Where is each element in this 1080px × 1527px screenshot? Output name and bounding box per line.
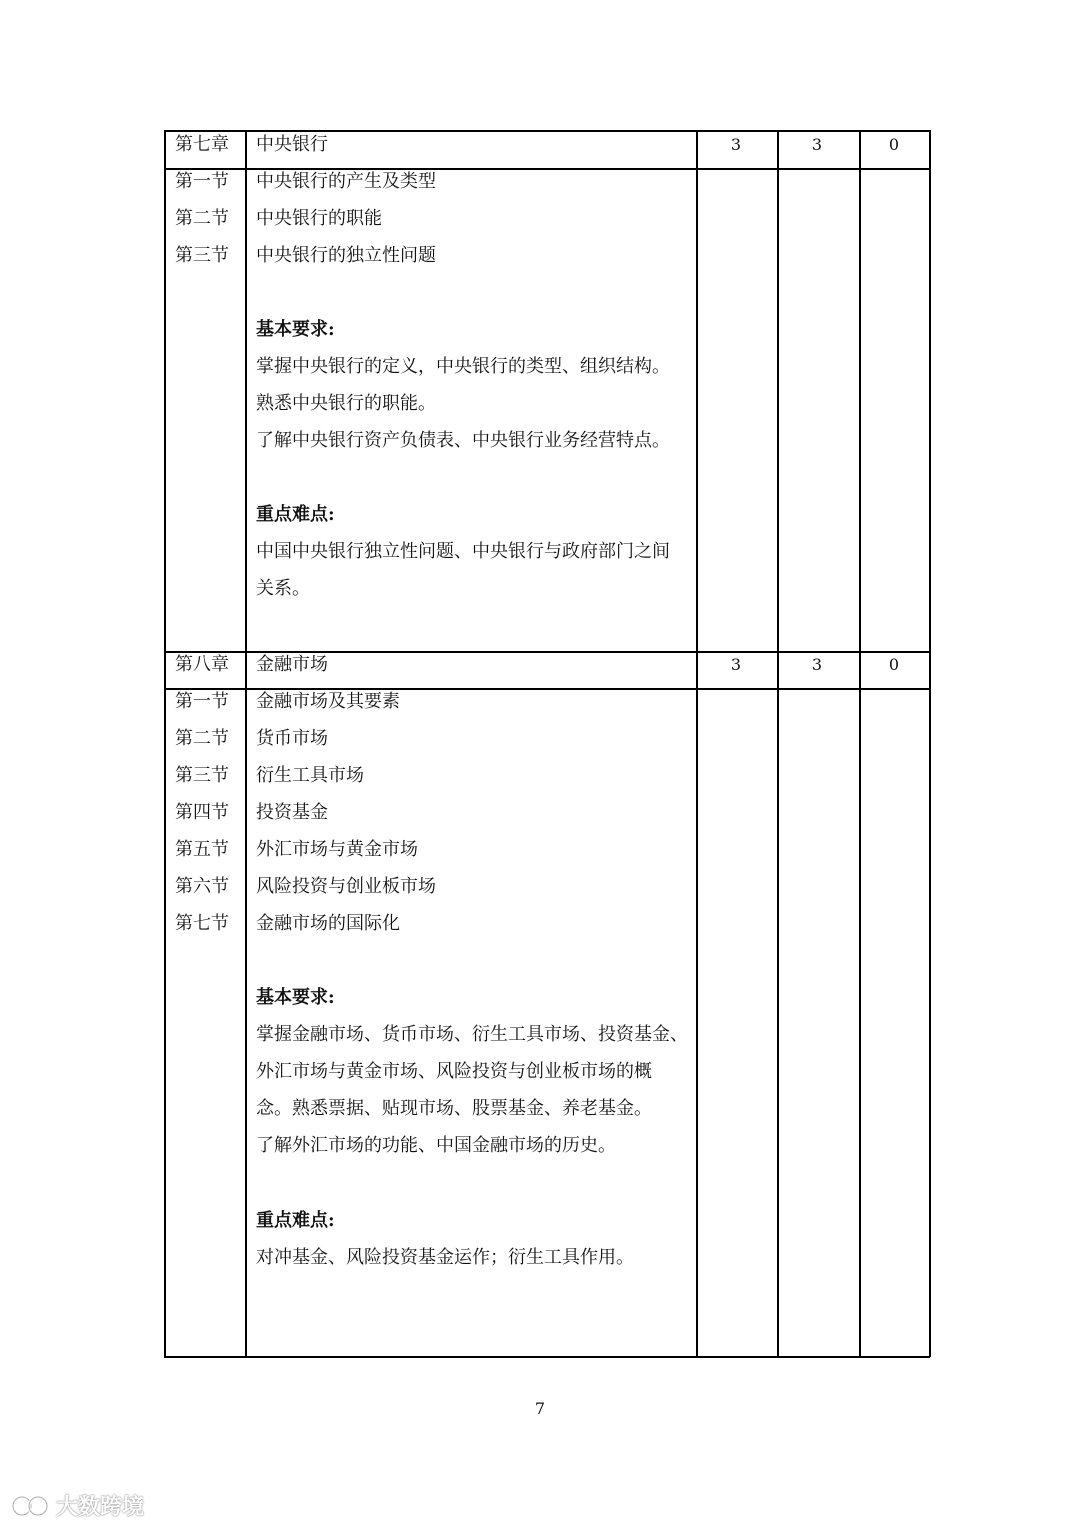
ch7-keypoint-line-2: 关系。 — [256, 578, 310, 599]
ch7-section-1-title: 中央银行的产生及类型 — [256, 171, 436, 192]
ch7-requirement-line-2: 熟悉中央银行的职能。 — [256, 393, 436, 414]
ch7-requirement-line-3: 了解中央银行资产负债表、中央银行业务经营特点。 — [256, 430, 670, 451]
ch7-requirements-heading: 基本要求: — [256, 319, 335, 340]
watermark — [10, 1490, 144, 1521]
chapter8-label: 第八章 — [175, 654, 229, 675]
ch8-section-1-label: 第一节 — [175, 691, 229, 712]
ch7-keypoints-heading: 重点难点: — [256, 504, 335, 525]
ch8-section-1-title: 金融市场及其要素 — [256, 691, 400, 712]
ch8-section-5-label: 第五节 — [175, 839, 229, 860]
ch8-section-2-title: 货币市场 — [256, 728, 328, 749]
ch8-section-5-title: 外汇市场与黄金市场 — [256, 839, 418, 860]
chapter7-title: 中央银行 — [256, 134, 328, 155]
ch8-section-6-title: 风险投资与创业板市场 — [256, 876, 436, 897]
table-border-bottom — [164, 1356, 930, 1358]
ch8-requirement-line-4: 了解外汇市场的功能、中国金融市场的历史。 — [256, 1135, 616, 1156]
ch8-section-6-label: 第六节 — [175, 876, 229, 897]
ch7-section-2-label: 第二节 — [175, 208, 229, 229]
watermark-text: 大数跨境 — [56, 1495, 145, 1520]
ch7-section-2-title: 中央银行的职能 — [256, 208, 382, 229]
ch7-section-1-label: 第一节 — [175, 171, 229, 192]
chapter7-hours-total: 3 — [730, 135, 742, 154]
chapter7-label: 第七章 — [175, 134, 229, 155]
ch8-section-7-title: 金融市场的国际化 — [256, 913, 400, 934]
table-col-divider-4 — [859, 130, 861, 1357]
ch8-keypoint-line-1: 对冲基金、风险投资基金运作；衍生工具作用。 — [256, 1247, 634, 1268]
ch7-keypoint-line-1: 中国中央银行独立性问题、中央银行与政府部门之间 — [256, 541, 670, 562]
chapter7-hours-practice: 0 — [888, 135, 900, 154]
ch8-requirements-heading: 基本要求: — [256, 987, 335, 1008]
ch8-section-3-title: 衍生工具市场 — [256, 765, 364, 786]
table-col-divider-3 — [777, 130, 779, 1357]
table-col-divider-1 — [245, 130, 247, 1357]
ch8-requirement-line-1: 掌握金融市场、货币市场、衍生工具市场、投资基金、 — [256, 1024, 688, 1045]
ch7-section-3-label: 第三节 — [175, 245, 229, 266]
ch8-section-2-label: 第二节 — [175, 728, 229, 749]
page-number: 7 — [534, 1399, 546, 1418]
ch7-requirement-line-1: 掌握中央银行的定义，中央银行的类型、组织结构。 — [256, 356, 670, 377]
chapter8-hours-practice: 0 — [888, 655, 900, 674]
ch8-section-7-label: 第七节 — [175, 913, 229, 934]
brand-logo-icon — [10, 1493, 50, 1519]
table-border-left — [164, 130, 166, 1357]
ch8-section-4-label: 第四节 — [175, 802, 229, 823]
table-col-divider-2 — [696, 130, 698, 1357]
chapter8-title: 金融市场 — [256, 654, 328, 675]
ch8-section-4-title: 投资基金 — [256, 802, 328, 823]
ch8-requirement-line-2: 外汇市场与黄金市场、风险投资与创业板市场的概 — [256, 1061, 652, 1082]
ch7-section-3-title: 中央银行的独立性问题 — [256, 245, 436, 266]
ch8-section-3-label: 第三节 — [175, 765, 229, 786]
chapter8-hours-theory: 3 — [811, 655, 823, 674]
ch8-keypoints-heading: 重点难点: — [256, 1210, 335, 1231]
table-border-top — [164, 130, 930, 132]
ch8-requirement-line-3: 念。熟悉票据、贴现市场、股票基金、养老基金。 — [256, 1098, 652, 1119]
chapter7-hours-theory: 3 — [811, 135, 823, 154]
chapter8-hours-total: 3 — [730, 655, 742, 674]
table-border-right — [929, 130, 931, 1357]
